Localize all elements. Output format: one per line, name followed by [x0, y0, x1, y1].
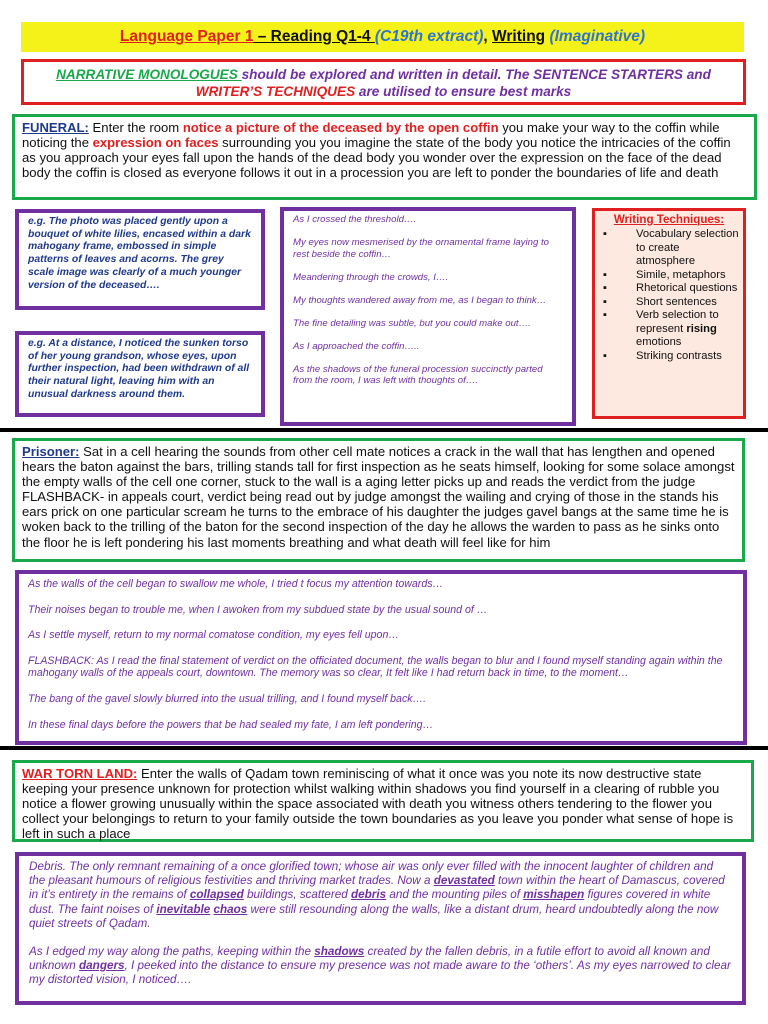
title-writing: Writing: [492, 28, 546, 45]
section-divider: [0, 428, 768, 432]
intro-box: [21, 59, 746, 105]
title-imaginative: (Imaginative): [549, 28, 646, 45]
page-title: [21, 22, 744, 52]
techniques-list: [595, 226, 743, 363]
example-box-2: [15, 331, 265, 417]
prisoner-box: [12, 438, 745, 562]
example-text-1: e.g. The photo was placed gently upon a bouquet of white lilies, encased within a dark mahogany frame, embossed in simple patterns of leaves and acorns. The grey scale image was clearly of a much younger version of the deceased….: [28, 216, 251, 291]
funeral-highlight-1: notice a picture of the deceased by the open coffin: [182, 120, 499, 135]
debris-monologue-box: [15, 852, 746, 1005]
title-reading: – Reading Q1-4: [253, 28, 375, 45]
debris-text: figures covered in white dust. The faint noises of: [29, 888, 711, 916]
debris-text: and the mounting piles of: [386, 888, 524, 902]
technique-item: ▪ Rhetorical questions: [603, 282, 739, 296]
intro-techniques: WRITER’S TECHNIQUES: [195, 84, 356, 99]
intro-narrative: NARRATIVE MONOLOGUES: [56, 67, 242, 82]
example-text-2: e.g. At a distance, I noticed the sunken torso of her young grandson, whose eyes, upon further inspection, had been withdrawn of all their natural light, leaving him with an unusual darkness around them.: [28, 338, 250, 400]
title-comma: ,: [483, 28, 493, 45]
monologue-line: The bang of the gavel slowly blurred into the usual trilling, and I found myself back….: [28, 692, 427, 705]
technique-item: ▪ Vocabulary selection to create atmosphere: [603, 228, 739, 269]
debris-text: As I edged my way along the paths, keeping within the: [29, 945, 315, 959]
keyword: chaos: [213, 902, 248, 916]
war-torn-text: Enter the walls of Qadam town reminiscing of what it once was you note its now destructive state keeping your presence unknown for protection whilst walking within shadows you find yourself in a clearing of rubble you notice a flower growing unusually within the space associated with death you witness others tendering to the flower you collect your belongings to return to your family outside the town boundaries as you leave you ponder what sense of hope is left in such a place: [22, 766, 734, 842]
technique-verb-post: emotions: [636, 336, 682, 348]
monologue-line: In these final days before the powers that be had sealed my fate, I am left pondering…: [28, 718, 434, 731]
starter-item: Meandering through the crowds, I….: [293, 271, 449, 283]
funeral-text-2: you make your way to the coffin while noticing the: [22, 120, 720, 151]
prisoner-heading: Prisoner:: [22, 444, 80, 459]
keyword: devastated: [433, 874, 495, 888]
starter-item: The fine detailing was subtle, but you could make out….: [293, 317, 531, 329]
monologue-line: As the walls of the cell began to swallow me whole, I tried t focus my attention towards…: [28, 578, 444, 590]
debris-text: Debris. The only remnant remaining of a once glorified town; whose air was only ever filled with the innocent laughter of children and the pleasant humours of religious festivities and thriving market trades. Now a: [29, 860, 714, 888]
funeral-heading: FUNERAL:: [22, 120, 89, 135]
monologue-line: As I settle myself, return to my normal comatose condition, my eyes fell upon…: [28, 629, 399, 642]
technique-item: ▪ Striking contrasts: [603, 350, 739, 364]
debris-text: were still resounding along the walls, like a distant drum, heard undoubtedly along the now quiet streets of Qadam.: [29, 902, 719, 930]
starter-item: As the shadows of the funeral procession succinctly parted from the room, I was left with thoughts of….: [293, 363, 543, 386]
funeral-highlight-2: expression on faces: [92, 135, 219, 151]
debris-text: created by the fallen debris, in a futile effort to avoid all known and unknown: [29, 945, 710, 973]
keyword: dangers: [79, 959, 125, 973]
sentence-starters-box: [280, 207, 576, 426]
technique-verb-bold: rising: [686, 322, 717, 335]
debris-paragraph-2: [29, 945, 732, 988]
section-divider: [0, 746, 768, 750]
monologue-line: FLASHBACK: As I read the final statement of verdict on the officiated document, the walls began to blur and I found myself standing again within the mahogany walls of the appeals court, downtown. The memory was so clear, It felt like I had return back in time, to the moment…: [28, 654, 723, 680]
keyword: misshapen: [523, 888, 585, 902]
technique-item: [603, 309, 739, 350]
war-torn-heading: WAR TORN LAND:: [22, 766, 138, 781]
funeral-text-1: Enter the room: [88, 120, 183, 135]
technique-item: ▪ Short sentences: [603, 296, 739, 310]
starter-item: My eyes now mesmerised by the ornamental frame laying to rest beside the coffin…: [293, 237, 549, 260]
prisoner-monologue-box: [15, 570, 747, 745]
debris-text: buildings, scattered: [243, 888, 352, 902]
debris-text: , I peeked into the distance to ensure my presence was not made aware to the ‘others’. As my eyes narrowed to clear my distorted vision, I noticed….: [29, 959, 731, 987]
debris-text: town within the heart of Damascus, covered in it’s entirety in the remains of: [29, 874, 725, 902]
technique-verb-pre: Verb selection to represent: [636, 309, 719, 335]
starter-item: As I crossed the threshold….: [293, 214, 417, 225]
intro-text-2: are utilised to ensure best marks: [355, 84, 572, 99]
monologue-line: Their noises began to trouble me, when I awoken from my subdued state by the usual sound of …: [28, 603, 488, 616]
keyword: collapsed: [189, 888, 244, 902]
starter-item: My thoughts wandered away from me, as I began to think…: [293, 294, 547, 306]
debris-paragraph-1: [29, 860, 732, 931]
keyword: debris: [351, 888, 387, 902]
starter-item: As I approached the coffin…..: [293, 340, 420, 352]
keyword: inevitable: [156, 902, 211, 916]
writing-techniques-box: [592, 208, 746, 419]
technique-item: ▪ Simile, metaphors: [603, 269, 739, 283]
funeral-text-3: surrounding you you imagine the state of the body you notice the intricacies of the coffin as you approach your eyes fall upon the hands of the dead body you wonder over the expression on the face of the dead body the coffin is closed as everyone follows it out in a procession you are left to ponder the boundaries of life and death: [22, 135, 731, 181]
example-box-1: [15, 209, 265, 310]
writing-techniques-title: Writing Techniques:: [613, 213, 725, 226]
funeral-box: [12, 114, 757, 200]
title-extract: (C19th extract): [374, 28, 484, 45]
war-torn-box: [12, 760, 754, 842]
intro-text-1: should be explored and written in detail. The: [241, 67, 534, 82]
intro-and: and: [682, 67, 711, 82]
intro-starters: SENTENCE STARTERS: [533, 67, 683, 82]
keyword: shadows: [314, 945, 365, 959]
prisoner-text: Sat in a cell hearing the sounds from other cell mate notices a crack in the wall that has lengthen and opened hears the baton against the bars, trilling stands tall for first inspection as he seats himself, looking for some solace amongst the empty walls of the cell one corner, stuck to the wall is a aging letter picks up and reads the verdict from the judge FLASHBACK- in appeals court, verdict being read out by judge amongst the wailing and crying of those in the stands his ears prick on one particular scream he turns to the embrace of his daughter the judges gavel bangs at the same time he is woken back to the trilling of the baton for the second inspection of the day he allows the warden to pass as he sinks onto the floor he is left pondering his last moments breathing and what death will feel like for him: [22, 444, 735, 550]
title-paper: Language Paper 1: [119, 28, 254, 45]
